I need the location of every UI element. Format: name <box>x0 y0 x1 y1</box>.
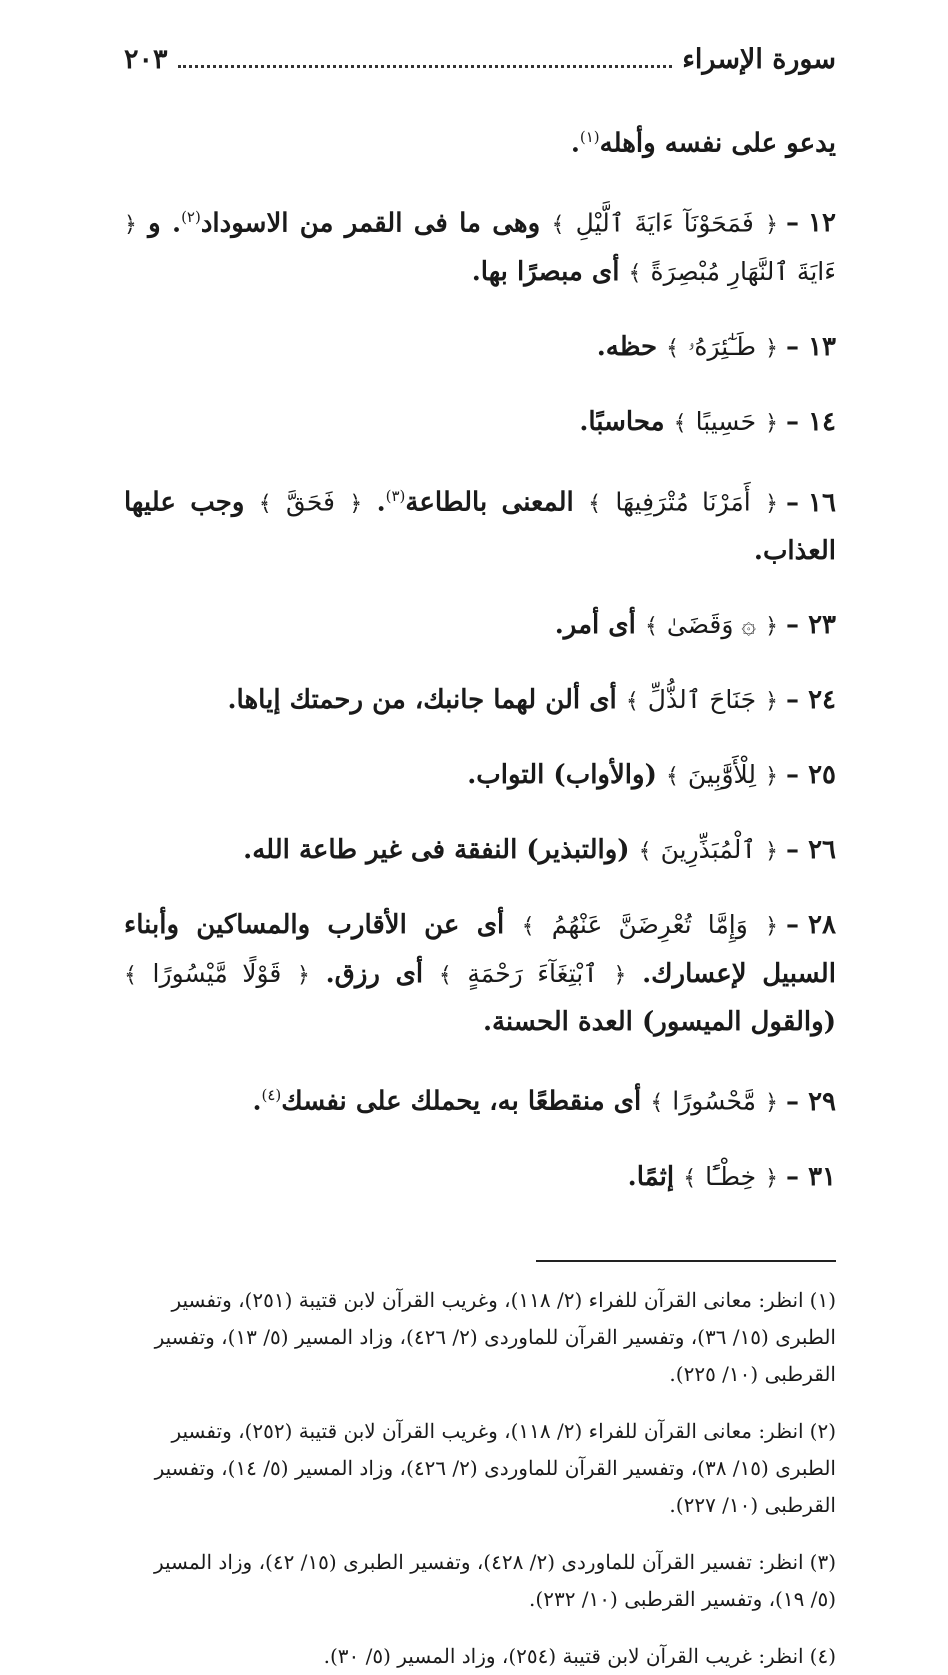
explanation: أى رزق. <box>325 958 424 989</box>
ornate-bracket-open: ﴿ <box>765 838 778 864</box>
explanation: وهى ما فى القمر من الاسوداد <box>200 208 541 239</box>
footnotes <box>124 1282 836 1675</box>
footnote-ref: (٣) <box>385 487 406 506</box>
ornate-bracket-close: ﴾ <box>258 491 272 517</box>
ornate-bracket-open: ﴿ <box>297 962 310 988</box>
footnote-number: (٣) <box>809 1549 836 1574</box>
ornate-bracket-open: ﴿ <box>765 913 778 939</box>
main-text <box>124 114 836 1202</box>
explanation: أى مبصرًا بها. <box>471 257 620 288</box>
ornate-bracket-open: ﴿ <box>765 688 778 714</box>
quran-phrase: حَسِيبًا <box>695 407 757 437</box>
explanation: أى منقطعًا به، يحملك على نفسك <box>281 1086 642 1117</box>
quran-phrase: فَحَقَّ <box>286 487 335 517</box>
quran-phrase: ۞ وَقَضَىٰ <box>666 609 757 639</box>
quran-phrase: ءَايَةَ ٱلنَّهَارِ مُبْصِرَةً <box>650 257 836 287</box>
explanation: . و <box>148 208 182 239</box>
ornate-bracket-close: ﴾ <box>625 688 639 714</box>
ornate-bracket-close: ﴾ <box>521 913 535 939</box>
ornate-bracket-close: ﴾ <box>650 1090 664 1116</box>
surah-title: سورة الإسراء <box>682 44 836 75</box>
ornate-bracket-open: ﴿ <box>765 763 778 789</box>
entry-29 <box>124 1072 836 1127</box>
entry-number: ٢٣ – <box>786 609 836 640</box>
entry-16 <box>124 473 836 575</box>
intro-end: . <box>570 128 580 159</box>
quran-phrase: خِطْـًٔا <box>705 1161 757 1191</box>
entry-number: ٢٨ – <box>785 909 836 940</box>
ornate-bracket-close: ﴾ <box>438 962 452 988</box>
footnote-4 <box>124 1638 836 1675</box>
ornate-bracket-open: ﴿ <box>765 212 778 238</box>
ornate-bracket-close: ﴾ <box>628 261 642 287</box>
footnote-ref: (٢) <box>181 207 201 226</box>
ornate-bracket-close: ﴾ <box>551 212 565 238</box>
footnote-text: انظر: غريب القرآن لابن قتيبة (٢٥٤)، وزاد المسير (٥/ ٣٠). <box>323 1643 804 1668</box>
ornate-bracket-open: ﴿ <box>765 336 778 362</box>
explanation: محاسبًا. <box>579 407 665 438</box>
entry-number: ١٤ – <box>786 407 836 438</box>
page-number: ٢٠٣ <box>124 44 168 75</box>
ornate-bracket-close: ﴾ <box>666 336 680 362</box>
quran-phrase: طَـٰٓئِرَهُۥ <box>688 332 757 362</box>
entry-12 <box>124 194 836 298</box>
explanation: أى أمر. <box>554 609 636 640</box>
quran-phrase: ٱلْمُبَذِّرِينَ <box>660 834 757 864</box>
footnote-ref: (٤) <box>261 1085 282 1104</box>
ornate-bracket-open: ﴿ <box>765 613 778 639</box>
explanation: (والقول الميسور) العدة الحسنة. <box>482 1006 836 1037</box>
entry-number: ٣١ – <box>786 1161 836 1192</box>
entry-number: ٢٥ – <box>786 759 836 790</box>
footnote-2 <box>124 1413 836 1524</box>
ornate-bracket-close: ﴾ <box>683 1165 697 1191</box>
ornate-bracket-open: ﴿ <box>765 1090 778 1116</box>
entry-14 <box>124 398 836 447</box>
ornate-bracket-open: ﴿ <box>613 962 627 988</box>
footnote-text: انظر: معانى القرآن للفراء (٢/ ١١٨)، وغريب القرآن لابن قتيبة (٢٥٢)، وتفسير الطبرى (١٥/ ٣٨)، وتفسير القرآن للماوردى (٢/ ٤٢٦)، وزاد المسير (٥/ ١٤)، وتفسير القرطبى (١٠/ ٢٢٧). <box>154 1418 836 1517</box>
ornate-bracket-open: ﴿ <box>765 1165 778 1191</box>
explanation: وجب عليها العذاب. <box>124 487 836 566</box>
ornate-bracket-close: ﴾ <box>665 763 679 789</box>
explanation: أى عن الأقارب والمساكين وأبناء السبيل لإعسارك. <box>124 909 836 989</box>
explanation: المعنى بالطاعة <box>405 487 574 518</box>
quran-phrase: قَوْلًا مَّيْسُورًا <box>152 958 282 988</box>
intro-text: يدعو على نفسه وأهله <box>599 128 836 159</box>
entry-23 <box>124 601 836 650</box>
ornate-bracket-close: ﴾ <box>124 962 137 988</box>
explanation: (والتبذير) النفقة فى غير طاعة الله. <box>243 834 630 865</box>
entry-24 <box>124 676 836 725</box>
running-header <box>124 44 836 88</box>
ornate-bracket-open: ﴿ <box>765 491 778 517</box>
quran-phrase: لِلْأَوَّٰبِينَ <box>687 759 757 789</box>
entry-number: ١٦ – <box>785 487 836 518</box>
ornate-bracket-close: ﴾ <box>673 411 687 437</box>
entry-number: ١٣ – <box>786 332 836 363</box>
footnote-number: (١) <box>809 1287 836 1312</box>
entry-25 <box>124 751 836 800</box>
ornate-bracket-open: ﴿ <box>124 212 137 238</box>
footnote-number: (٤) <box>809 1643 836 1668</box>
explanation: إثمًا. <box>627 1161 675 1192</box>
ornate-bracket-open: ﴿ <box>349 491 363 517</box>
footnote-3 <box>124 1544 836 1618</box>
explanation: أى ألن لهما جانبك، من رحمتك إياها. <box>227 684 617 715</box>
ornate-bracket-open: ﴿ <box>765 411 778 437</box>
quran-phrase: مَّحْسُورًا <box>672 1086 757 1116</box>
footnote-ref: (١) <box>579 128 600 146</box>
footnote-text: انظر: معانى القرآن للفراء (٢/ ١١٨)، وغريب القرآن لابن قتيبة (٢٥١)، وتفسير الطبرى (١٥/ ٣٦)، وتفسير القرآن للماوردى (٢/ ٤٢٦)، وزاد المسير (٥/ ١٣)، وتفسير القرطبى (١٠/ ٢٢٥). <box>154 1287 836 1386</box>
entry-26 <box>124 826 836 875</box>
entry-31 <box>124 1153 836 1202</box>
quran-phrase: فَمَحَوْنَآ ءَايَةَ ٱلَّيْلِ <box>575 208 754 238</box>
header-dot-leader <box>178 65 673 68</box>
footnote-1 <box>124 1282 836 1393</box>
ornate-bracket-close: ﴾ <box>638 838 652 864</box>
quran-phrase: أَمَرْنَا مُتْرَفِيهَا <box>615 487 751 517</box>
entry-number: ٢٦ – <box>786 834 836 865</box>
entry-number: ٢٤ – <box>786 684 836 715</box>
explanation: (والأواب) التواب. <box>467 759 657 790</box>
quran-phrase: وَإِمَّا تُعْرِضَنَّ عَنْهُمُ <box>551 909 748 939</box>
ornate-bracket-close: ﴾ <box>588 491 602 517</box>
intro-line <box>124 114 836 168</box>
footnote-separator <box>536 1260 836 1262</box>
ornate-bracket-close: ﴾ <box>644 613 658 639</box>
explanation: حظه. <box>596 332 658 363</box>
entry-number: ٢٩ – <box>786 1086 836 1117</box>
explanation: . <box>376 487 386 518</box>
entry-13 <box>124 323 836 372</box>
footnote-number: (٢) <box>809 1418 836 1443</box>
explanation: . <box>252 1086 262 1117</box>
footnote-text: انظر: تفسير القرآن للماوردى (٢/ ٤٢٨)، وتفسير الطبرى (١٥/ ٤٢)، وزاد المسير (٥/ ١٩)، وتفسير القرطبى (١٠/ ٢٣٢). <box>153 1549 836 1611</box>
entry-number: ١٢ – <box>785 208 836 239</box>
quran-phrase: ٱبْتِغَآءَ رَحْمَةٍ <box>467 958 598 988</box>
quran-phrase: جَنَاحَ ٱلذُّلِّ <box>647 684 757 714</box>
entry-28 <box>124 901 836 1046</box>
